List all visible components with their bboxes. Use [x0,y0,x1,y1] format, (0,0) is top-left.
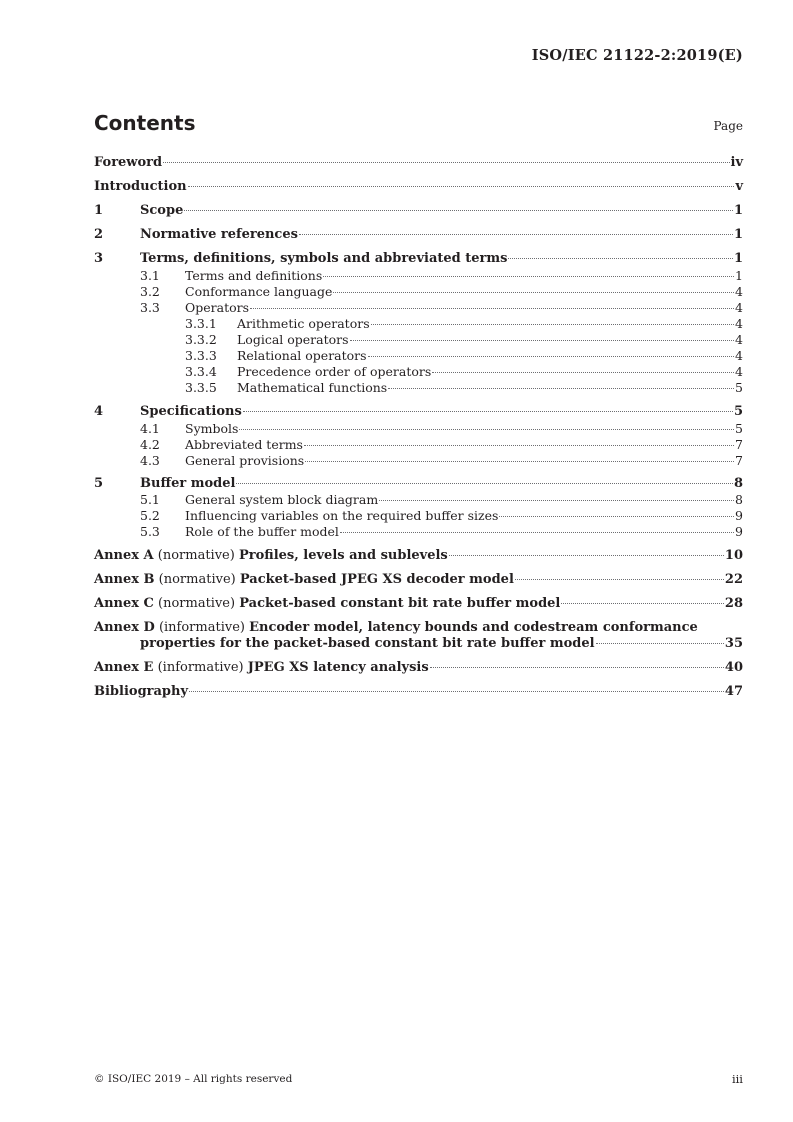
toc-entry-number: 3.3 [140,300,160,315]
annex-prefix: Annex C [94,596,154,611]
toc-entry-annex-e[interactable] [94,660,743,675]
toc-entry-3-2[interactable] [94,284,743,299]
toc-entry-3-3-1[interactable] [94,316,743,331]
toc-entry-number: 5.2 [140,508,160,523]
toc-entry-number: 3.3.5 [185,380,217,395]
dot-leader [368,356,734,357]
annex-kind: (informative) [153,660,248,675]
toc-entry-annex-d-continued[interactable] [94,636,743,651]
toc-entry-page: 5 [735,380,743,395]
toc-entry-page: 4 [735,348,743,363]
dot-leader [304,445,734,446]
dot-leader [236,483,732,484]
toc-entry-label: General system block diagram [185,492,379,507]
toc-entry-label: Role of the buffer model [185,524,339,539]
toc-entry-label: Terms and definitions [185,268,323,283]
toc-entry-label [94,548,448,563]
toc-entry-page: 9 [735,524,743,539]
toc-entry-label: Bibliography [94,684,189,699]
toc-entry-number: 3.2 [140,284,160,299]
dot-leader [333,292,734,293]
toc-entry-number: 4.3 [140,453,160,468]
toc-entry-page: iv [730,155,743,170]
toc-entry-4-2[interactable] [94,437,743,452]
dot-leader [323,276,734,277]
dot-leader [515,579,724,580]
toc-entry-page: 4 [735,316,743,331]
toc-entry-label: Relational operators [237,348,367,363]
annex-title: Packet-based JPEG XS decoder model [239,572,514,587]
toc-entry-number: 4.1 [140,421,160,436]
toc-entry-5-1[interactable] [94,492,743,507]
annex-title-continued: properties for the packet-based constant bit rate buffer model [140,636,595,651]
toc-entry-page: 7 [735,453,743,468]
annex-title: Profiles, levels and sublevels [238,548,448,563]
toc-entry-number: 1 [94,203,104,218]
toc-entry-page: 4 [735,332,743,347]
annex-title: Encoder model, latency bounds and codestream conformance [249,620,698,635]
toc-entry-4-3[interactable] [94,453,743,468]
dot-leader [340,532,734,533]
toc-entry-number: 3.3.1 [185,316,217,331]
toc-entry-label: Abbreviated terms [185,437,303,452]
toc-entry-terms-definitions[interactable] [94,251,743,266]
toc-entry-foreword[interactable] [94,155,743,170]
toc-entry-page: 7 [735,437,743,452]
toc-entry-label: Conformance language [185,284,333,299]
annex-kind: (normative) [154,572,240,587]
toc-entry-number: 2 [94,227,104,242]
copyright-notice: © ISO/IEC 2019 – All rights reserved [94,1073,293,1085]
toc-entry-page: 5 [735,421,743,436]
toc-entry-number: 4.2 [140,437,160,452]
toc-entry-label [94,572,514,587]
annex-prefix: Annex D [94,620,155,635]
dot-leader [499,516,734,517]
toc-entry-page: 1 [733,203,743,218]
page-column-label: Page [713,119,743,133]
toc-entry-label [94,620,698,635]
toc-entry-label: Normative references [140,227,298,242]
toc-entry-label: Precedence order of operators [237,364,432,379]
toc-entry-label: Specifications [140,404,242,419]
toc-entry-label: General provisions [185,453,305,468]
dot-leader [430,667,724,668]
toc-entry-label: Symbols [185,421,239,436]
annex-title: Packet-based constant bit rate buffer model [239,596,561,611]
toc-entry-number: 5.3 [140,524,160,539]
toc-entry-page: 22 [724,572,743,587]
toc-entry-label: Scope [140,203,184,218]
document-reference: ISO/IEC 21122-2:2019(E) [531,47,743,64]
dot-leader [561,603,724,604]
dot-leader [189,691,724,692]
toc-entry-5-3[interactable] [94,524,743,539]
toc-entry-label: Foreword [94,155,163,170]
dot-leader [432,372,734,373]
toc-entry-page: 10 [724,548,743,563]
annex-kind: (normative) [153,548,239,563]
toc-entry-page: 47 [724,684,743,699]
dot-leader [184,210,733,211]
dot-leader [371,324,734,325]
toc-entry-3-1[interactable] [94,268,743,283]
toc-entry-page: 5 [733,404,743,419]
toc-entry-label: Terms, definitions, symbols and abbreviated terms [140,251,508,266]
dot-leader [596,643,724,644]
annex-prefix: Annex E [94,660,154,675]
dot-leader [449,555,724,556]
toc-entry-label: Introduction [94,179,187,194]
toc-entry-3-3-2[interactable] [94,332,743,347]
toc-entry-page: 1 [733,251,743,266]
toc-entry-label: Influencing variables on the required buffer sizes [185,508,499,523]
toc-entry-label [94,596,560,611]
toc-entry-page: 1 [733,227,743,242]
toc-entry-page: 4 [735,300,743,315]
toc-entry-number: 4 [94,404,104,419]
page-title: Contents [94,111,196,135]
toc-entry-bibliography[interactable] [94,684,743,699]
toc-entry-page: 1 [735,268,743,283]
toc-entry-number: 5.1 [140,492,160,507]
toc-entry-page: 4 [735,284,743,299]
toc-entry-page: 9 [735,508,743,523]
annex-kind: (normative) [153,596,240,611]
dot-leader [243,411,733,412]
toc-entry-introduction[interactable] [94,179,743,194]
annex-kind: (informative) [154,620,250,635]
toc-entry-scope[interactable] [94,203,743,218]
toc-entry-number: 3.1 [140,268,160,283]
toc-entry-page: 40 [724,660,743,675]
toc-entry-number: 3 [94,251,104,266]
toc-entry-normative-references[interactable] [94,227,743,242]
toc-entry-label: Operators [185,300,250,315]
toc-entry-number: 3.3.2 [185,332,217,347]
toc-entry-label [94,660,429,675]
toc-entry-page: 8 [735,492,743,507]
dot-leader [163,162,729,163]
toc-entry-number: 3.3.4 [185,364,217,379]
toc-entry-page: v [735,179,743,194]
toc-entry-annex-b[interactable] [94,572,743,587]
dot-leader [188,186,735,187]
toc-entry-number: 5 [94,476,104,491]
toc-entry-label: Mathematical functions [237,380,388,395]
dot-leader [250,308,734,309]
toc-entry-page: 4 [735,364,743,379]
dot-leader [239,429,734,430]
annex-prefix: Annex A [94,548,154,563]
toc-entry-page: 8 [733,476,743,491]
toc-entry-label: Logical operators [237,332,349,347]
dot-leader [299,234,733,235]
toc-entry-page: 35 [724,636,743,651]
toc-entry-label: Buffer model [140,476,236,491]
dot-leader [388,388,734,389]
toc-entry-label: Arithmetic operators [237,316,370,331]
dot-leader [379,500,734,501]
dot-leader [305,461,734,462]
page-number: iii [731,1072,743,1086]
toc-entry-3-3-5[interactable] [94,380,743,395]
annex-prefix: Annex B [94,572,155,587]
toc-entry-annex-c[interactable] [94,596,743,611]
toc-entry-page: 28 [724,596,743,611]
toc-entry-buffer-model[interactable] [94,476,743,491]
toc-entry-annex-d[interactable] [94,620,743,635]
annex-title: JPEG XS latency analysis [247,660,429,675]
toc-entry-annex-a[interactable] [94,548,743,563]
toc-entry-3-3-3[interactable] [94,348,743,363]
toc-entry-4-1[interactable] [94,421,743,436]
toc-entry-5-2[interactable] [94,508,743,523]
toc-entry-number: 3.3.3 [185,348,217,363]
dot-leader [350,340,735,341]
dot-leader [508,258,732,259]
toc-entry-3-3-4[interactable] [94,364,743,379]
toc-entry-3-3[interactable] [94,300,743,315]
toc-entry-specifications[interactable] [94,404,743,419]
